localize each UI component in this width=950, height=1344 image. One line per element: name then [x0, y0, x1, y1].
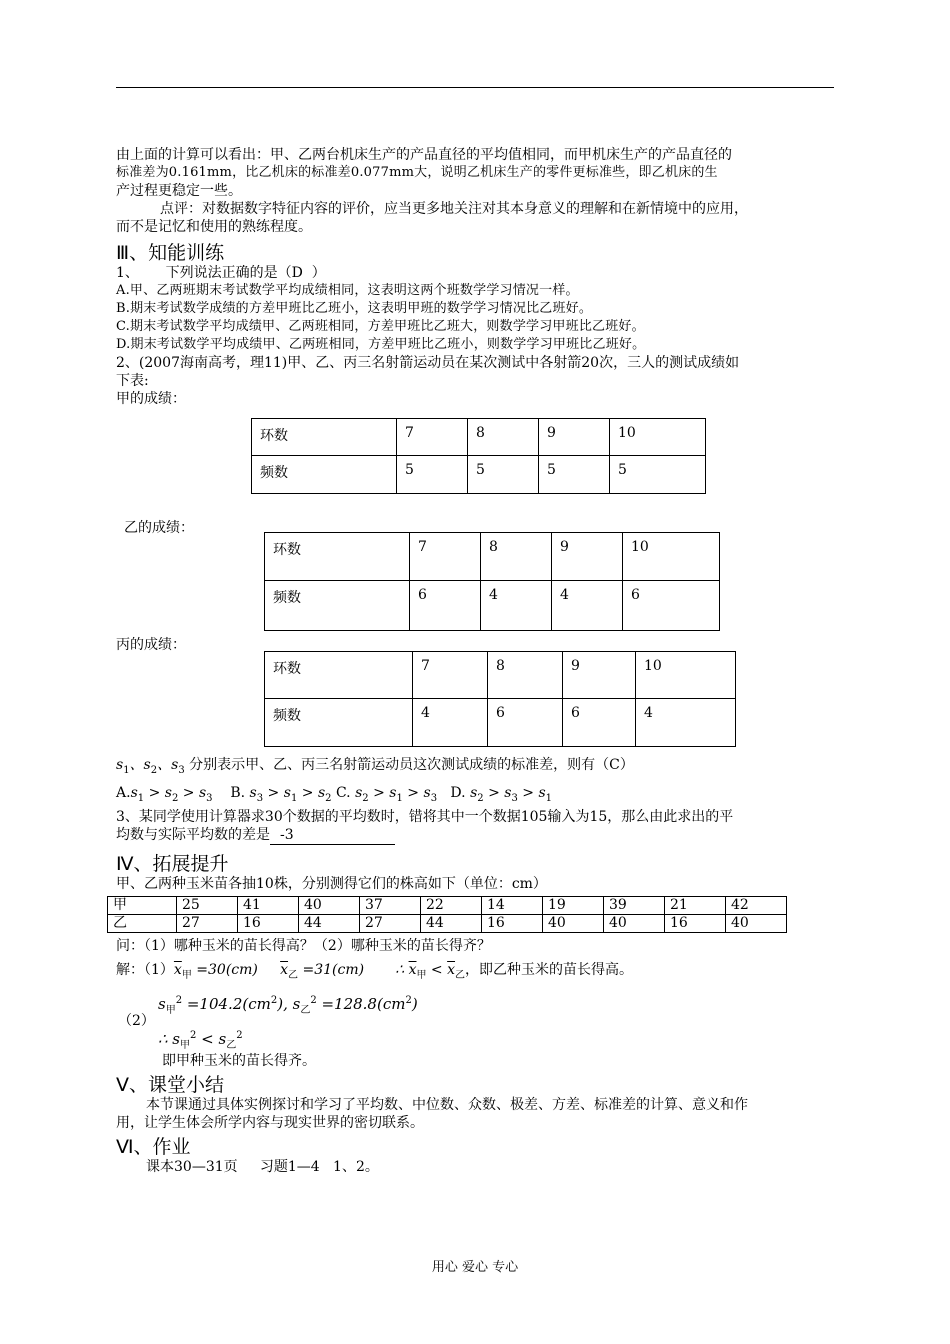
intro-paragraph [116, 146, 838, 236]
table-cell: 39 [604, 897, 665, 915]
std-dev-statement [116, 756, 838, 780]
table-cell: 40 [543, 915, 604, 933]
corn-intro: 甲、乙两种玉米苗各抽10株，分别测得它们的株高如下（单位：cm） [116, 876, 547, 892]
table-cell: 27 [177, 915, 238, 933]
question-2-stem: 下表: [116, 373, 149, 389]
table-cell: 44 [421, 915, 482, 933]
table-cell: 22 [421, 897, 482, 915]
table-cell: 环数 [252, 419, 397, 456]
table-cell: 4 [552, 581, 623, 631]
summary-line: 用，让学生体会所学内容与现实世界的密切联系。 [116, 1115, 424, 1131]
s-symbols: $s_1$、$s_2$、$s_3$ [116, 757, 185, 776]
table-cell: 10 [636, 652, 736, 699]
table-cell: 42 [726, 897, 787, 915]
variance-compare: ∴ $s_甲^2 < s_乙^2$ [158, 1030, 243, 1051]
table-cell: 16 [238, 915, 299, 933]
table-cell: 4 [481, 581, 552, 631]
comment-line: 点评：对数据数字特征内容的评价，应当更多地关注对其本身意义的理解和在新情境中的应用， [160, 201, 748, 217]
q2-options [116, 784, 838, 808]
table-cell: 甲 [108, 897, 177, 915]
variance-values: $s_甲^2 =104.2(cm^2)$, $s_乙^2 =128.8(cm^2)$ [158, 995, 418, 1016]
table-cell: 19 [543, 897, 604, 915]
table-cell: 5 [539, 456, 610, 494]
table-cell: 7 [410, 533, 481, 581]
question-1-option: D.期末考试数学平均成绩甲、乙两班相同，方差甲班比乙班小，则数学学习甲班比乙班好。 [116, 337, 646, 352]
std-dev-text: 分别表示甲、乙、丙三名射箭运动员这次测试成绩的标准差，则有（C） [189, 757, 634, 773]
table-cell: 8 [468, 419, 539, 456]
table-cell: 21 [665, 897, 726, 915]
intro-line: 由上面的计算可以看出：甲、乙两台机床生产的产品直径的平均值相同，而甲机床生产的产品直径的 [116, 147, 732, 163]
table-cell: 10 [610, 419, 706, 456]
table-cell: 5 [468, 456, 539, 494]
table-cell: 5 [397, 456, 468, 494]
table-cell: 16 [665, 915, 726, 933]
question-1-option: C.期末考试数学平均成绩甲、乙两班相同，方差甲班比乙班大，则数学学习甲班比乙班好。 [116, 319, 645, 334]
solution-2-conclusion [162, 1052, 884, 1070]
table-cell: 7 [397, 419, 468, 456]
table-cell: 9 [552, 533, 623, 581]
table-cell: 16 [482, 915, 543, 933]
header-rule [116, 87, 834, 88]
table-cell: 9 [539, 419, 610, 456]
table-cell: 4 [636, 699, 736, 747]
corn-question [116, 937, 838, 955]
solution-1-line: 解：$(1)\overline{x}_甲 =30(cm)$ $\overline{x}_乙 =31(cm)$ ∴ $\overline{x}_甲 < \overline{x}_乙$，即乙种玉米的苗长得高。 [116, 962, 634, 981]
table-cell: 6 [410, 581, 481, 631]
table-cell: 6 [623, 581, 720, 631]
table-cell: 频数 [265, 581, 410, 631]
question-3 [116, 808, 838, 845]
intro-line: 标准差为0.161mm，比乙机床的标准差0.077mm大，说明乙机床生产的零件更标准些，即乙机床的生 [116, 165, 718, 180]
answer-blank: -3 [270, 826, 395, 845]
question-1-option: B.期末考试数学成绩的方差甲班比乙班小，这表明甲班的数学学习情况比乙班好。 [116, 301, 593, 316]
table-cell: 环数 [265, 533, 410, 581]
section-heading: Ⅴ、课堂小结 [116, 1074, 224, 1096]
question-2-stem: 2、(2007海南高考，理11)甲、乙、丙三名射箭运动员在某次测试中各射箭20次，三人的测试成绩如 [116, 355, 740, 371]
table-cell: 10 [623, 533, 720, 581]
jia-score-table [251, 418, 706, 494]
std-dev-line [116, 756, 838, 780]
bing-label: 丙的成绩： [116, 637, 186, 653]
homework-line: 课本30—31页 习题1—4 1、2。 [146, 1159, 379, 1175]
bing-score-table [264, 651, 736, 747]
intro-line: 产过程更稳定一些。 [116, 183, 242, 199]
solution-2-label: （2） [118, 1013, 155, 1029]
q2-options-line: $A.s_1 > s_2 > s_3$ B. $s_3 > s_1 > s_2$ C. $s_2 > s_1 > s_3$ D. $s_2 > s_3 > s_1$ [116, 785, 553, 804]
comment-line: 而不是记忆和使用的熟练程度。 [116, 219, 312, 235]
table-cell: 44 [299, 915, 360, 933]
question-1-stem: 1、 下列说法正确的是（D ） [116, 265, 326, 281]
table-cell: 27 [360, 915, 421, 933]
section-heading: Ⅲ、知能训练 [116, 242, 225, 264]
table-cell: 5 [610, 456, 706, 494]
section-4 [116, 853, 838, 893]
question-3-line: 均数与实际平均数的差是 -3 [116, 826, 838, 845]
solution-2-text: 即甲种玉米的苗长得齐。 [162, 1053, 316, 1069]
table-cell: 40 [726, 915, 787, 933]
table-cell: 14 [482, 897, 543, 915]
table-cell: 40 [604, 915, 665, 933]
table-cell: 41 [238, 897, 299, 915]
corn-height-table [107, 896, 787, 933]
question-1-option: A.甲、乙两班期末考试数学平均成绩相同，这表明这两个班数学学习情况一样。 [116, 283, 579, 298]
question-3-line: 3、某同学使用计算器求30个数据的平均数时，错将其中一个数据105输入为15，那么由此求出的平 [116, 809, 734, 825]
yi-label: 乙的成绩： [124, 520, 194, 536]
table-cell: 乙 [108, 915, 177, 933]
table-cell: 7 [413, 652, 488, 699]
page-footer: 用心 爱心 专心 [431, 1260, 519, 1275]
section-6 [116, 1136, 838, 1176]
table-cell: 37 [360, 897, 421, 915]
section-heading: Ⅵ、作业 [116, 1136, 191, 1158]
section-heading: Ⅳ、拓展提升 [116, 853, 229, 875]
table-cell: 25 [177, 897, 238, 915]
section-3 [116, 242, 838, 408]
table-cell: 8 [481, 533, 552, 581]
table-cell: 频数 [265, 699, 413, 747]
table-cell: 8 [488, 652, 563, 699]
table-cell: 频数 [252, 456, 397, 494]
jia-label: 甲的成绩： [116, 391, 186, 407]
table-cell: 环数 [265, 652, 413, 699]
section-5 [116, 1074, 838, 1132]
solution-1 [116, 961, 838, 985]
solution-1-math: $\overline{x}_甲 =30(cm)$ $\overline{x}_乙 =31(cm)$ ∴ $\overline{x}_甲 < \overline{x}_乙$ [173, 962, 466, 981]
yi-score-table [264, 532, 720, 631]
corn-question-line: 问：（1）哪种玉米的苗长得高？（2）哪种玉米的苗长得齐？ [116, 938, 491, 954]
table-cell: 9 [563, 652, 636, 699]
summary-line: 本节课通过具体实例探讨和学习了平均数、中位数、众数、极差、方差、标准差的计算、意义和作 [146, 1097, 748, 1113]
table-cell: 6 [488, 699, 563, 747]
table-cell: 40 [299, 897, 360, 915]
table-cell: 6 [563, 699, 636, 747]
table-cell: 4 [413, 699, 488, 747]
